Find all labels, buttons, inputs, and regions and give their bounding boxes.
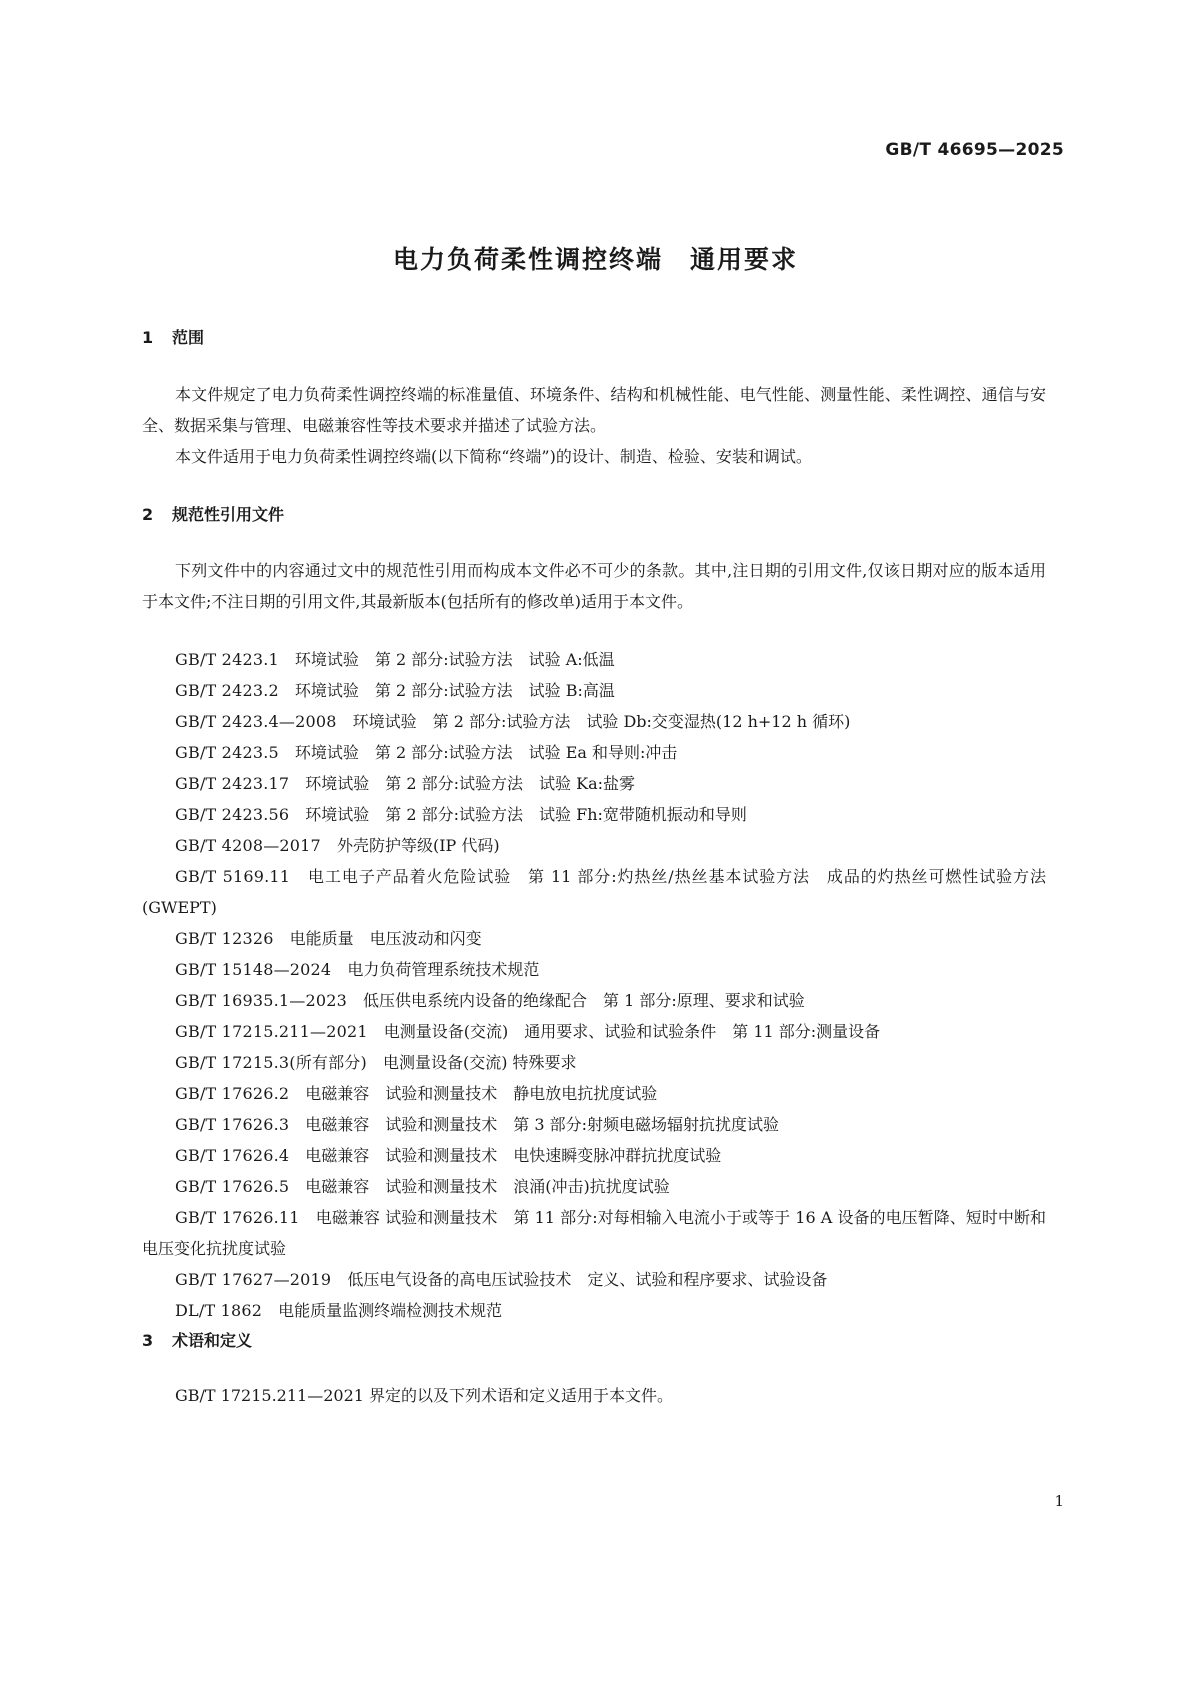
reference-title: 电力负荷管理系统技术规范 [347,960,540,979]
reference-code: GB/T 2423.56 [175,805,290,824]
reference-title: 环境试验 第 2 部分:试验方法 试验 B:高温 [294,681,615,700]
section-heading-normative-references [142,502,284,525]
paragraph: 本文件规定了电力负荷柔性调控终端的标准量值、环境条件、结构和机械性能、电气性能、测量性能、柔性调控、通信与安全、数据采集与管理、电磁兼容性等技术要求并描述了试验方法。 [142,385,1046,435]
reference-code: GB/T 17626.11 [175,1208,300,1227]
reference-code: GB/T 4208—2017 [175,836,321,855]
reference-item [142,1264,1046,1295]
reference-code: GB/T 17626.3 [175,1115,290,1134]
terms-intro [142,1380,1046,1411]
reference-title: 电磁兼容 试验和测量技术 第 3 部分:射频电磁场辐射抗扰度试验 [305,1115,780,1134]
reference-title: 环境试验 第 2 部分:试验方法 试验 Db:交变湿热(12 h+12 h 循环) [352,712,851,731]
section-heading-scope [142,325,204,348]
reference-code: GB/T 2423.4—2008 [175,712,337,731]
reference-code: GB/T 17215.211—2021 [175,1022,368,1041]
reference-item [142,985,1046,1016]
reference-title: 环境试验 第 2 部分:试验方法 试验 Ka:盐雾 [305,774,635,793]
reference-item [142,799,1046,830]
reference-item [142,923,1046,954]
paragraph: 下列文件中的内容通过文中的规范性引用而构成本文件必不可少的条款。其中,注日期的引用文件,仅该日期对应的版本适用于本文件;不注日期的引用文件,其最新版本(包括所有的修改单)适用于本文件。 [142,561,1046,611]
reference-title: 环境试验 第 2 部分:试验方法 试验 Fh:宽带随机振动和导则 [305,805,747,824]
reference-code: GB/T 17627—2019 [175,1270,332,1289]
reference-title: 电磁兼容 试验和测量技术 第 11 部分:对每相输入电流小于或等于 16 A 设备的电压暂降、短时中断和电压变化抗扰度试验 [142,1208,1046,1258]
reference-item [142,861,1046,923]
section-title: 规范性引用文件 [172,505,285,524]
normative-references-intro [142,555,1046,617]
reference-code: GB/T 5169.11 [175,867,291,886]
paragraph: GB/T 17215.211—2021 界定的以及下列术语和定义适用于本文件。 [175,1386,674,1405]
reference-code: GB/T 17626.4 [175,1146,290,1165]
reference-item [142,1295,1046,1326]
reference-title: 电测量设备(交流) 通用要求、试验和试验条件 第 11 部分:测量设备 [383,1022,881,1041]
reference-item [142,1140,1046,1171]
reference-item [142,1109,1046,1140]
reference-item [142,954,1046,985]
reference-code: GB/T 17215.3(所有部分) [175,1053,367,1072]
reference-item [142,1016,1046,1047]
reference-item [142,706,1046,737]
reference-title: 低压电气设备的高电压试验技术 定义、试验和程序要求、试验设备 [347,1270,828,1289]
reference-item [142,768,1046,799]
document-title: 电力负荷柔性调控终端 通用要求 [392,245,798,274]
section-number: 1 [142,328,154,347]
reference-title: 低压供电系统内设备的绝缘配合 第 1 部分:原理、要求和试验 [363,991,805,1010]
reference-code: GB/T 2423.17 [175,774,290,793]
reference-title: 电能质量监测终端检测技术规范 [278,1301,503,1320]
section-title: 范围 [172,328,205,347]
reference-code: GB/T 2423.2 [175,681,279,700]
reference-code: GB/T 16935.1—2023 [175,991,347,1010]
scope-text [142,379,1046,472]
document-code: GB/T 46695—2025 [885,140,1064,160]
reference-item [142,644,1046,675]
section-number: 3 [142,1331,154,1350]
reference-item [142,1078,1046,1109]
reference-item [142,1171,1046,1202]
reference-title: 电磁兼容 试验和测量技术 浪涌(冲击)抗扰度试验 [305,1177,670,1196]
reference-item [142,737,1046,768]
section-number: 2 [142,505,154,524]
page-number: 1 [1054,1492,1064,1510]
reference-title: 外壳防护等级(IP 代码) [336,836,500,855]
reference-item [142,675,1046,706]
section-title: 术语和定义 [172,1331,253,1350]
paragraph: 本文件适用于电力负荷柔性调控终端(以下简称“终端”)的设计、制造、检验、安装和调试。 [175,447,812,466]
reference-title: 电能质量 电压波动和闪变 [289,929,482,948]
reference-code: DL/T 1862 [175,1301,263,1320]
reference-title: 环境试验 第 2 部分:试验方法 试验 Ea 和导则:冲击 [294,743,678,762]
reference-title: 电测量设备(交流) 特殊要求 [382,1053,577,1072]
reference-code: GB/T 15148—2024 [175,960,332,979]
reference-code: GB/T 12326 [175,929,274,948]
reference-item [142,1047,1046,1078]
reference-title: 电工电子产品着火危险试验 第 11 部分:灼热丝/热丝基本试验方法 成品的灼热丝可燃性试验方法(GWEPT) [142,867,1046,917]
reference-code: GB/T 17626.5 [175,1177,290,1196]
reference-title: 电磁兼容 试验和测量技术 电快速瞬变脉冲群抗扰度试验 [305,1146,722,1165]
reference-code: GB/T 17626.2 [175,1084,290,1103]
reference-title: 电磁兼容 试验和测量技术 静电放电抗扰度试验 [305,1084,658,1103]
section-heading-terms-and-definitions [142,1328,252,1351]
reference-item [142,830,1046,861]
reference-code: GB/T 2423.5 [175,743,279,762]
reference-item [142,1202,1046,1264]
reference-code: GB/T 2423.1 [175,650,279,669]
reference-title: 环境试验 第 2 部分:试验方法 试验 A:低温 [294,650,615,669]
reference-list [142,644,1046,1326]
